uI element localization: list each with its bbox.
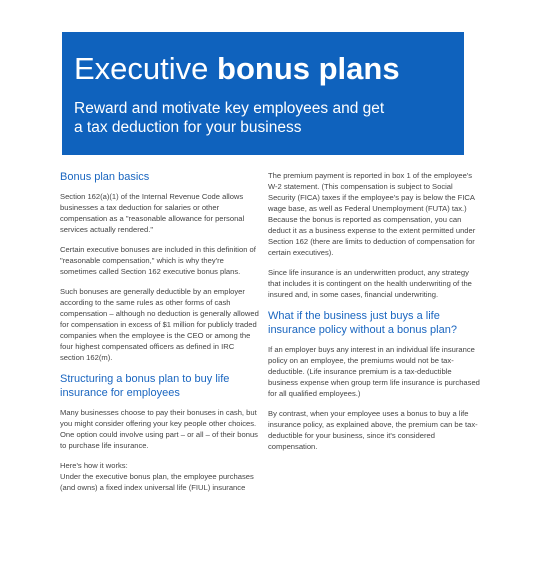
paragraph: Section 162(a)(1) of the Internal Revenue Code allows businesses a tax deduction for salaries or other compensation as a "reasonable allowance for personal services actually rendered." — [60, 192, 245, 234]
paragraph: By contrast, when your employee uses a bonus to buy a life insurance policy, as explained above, the premium can be tax-deductible for your business, since it's considered compensation. — [268, 409, 478, 451]
paragraph: The premium payment is reported in box 1 of the employee's W-2 statement. (This compensation is subject to Social Security (FICA) taxes if the employee's pay is below the FICA wage base, as well as Federal Unemployment (FUTA) tax.) Because the bonus is reported as compensation, you can deduct it as a business expense to the extent permitted under Section 162 (there are limits to deduction of compensation for certain executives). — [268, 171, 476, 257]
paragraph-label: Here's how it works: — [60, 461, 128, 470]
title-bold: bonus plans — [217, 51, 400, 86]
paragraph: Under the executive bonus plan, the employee purchases (and owns) a fixed index universal life (FIUL) insurance — [60, 472, 254, 492]
paragraph: Such bonuses are generally deductible by an employer according to the same rules as other forms of cash compensation – although no deduction is generally allowed for compensation in excess of $1 million for publicly traded companies when the employee is the CEO or among the four highest compensated officers as defined in IRC section 162(m). — [60, 287, 259, 362]
subtitle-line-1: Reward and motivate key employees and get — [74, 100, 385, 117]
section-heading-bonus-plan-basics: Bonus plan basics — [60, 171, 150, 183]
left-column — [60, 170, 260, 502]
paragraph: Many businesses choose to pay their bonuses in cash, but you might consider offering your key people other choices. One option could involve using part – or all – of their bonus to purchase life insurance. — [60, 408, 258, 450]
right-column — [268, 170, 480, 461]
header-banner — [62, 32, 464, 155]
section-heading-business-buys-policy: What if the business just buys a life insurance policy without a bonus plan? — [268, 310, 457, 336]
page-title — [74, 50, 452, 88]
subtitle-line-2: a tax deduction for your business — [74, 119, 302, 136]
page-subtitle — [74, 99, 452, 137]
paragraph: Certain executive bonuses are included in this definition of "reasonable compensation," which is why they're sometimes called Section 162 executive bonus plans. — [60, 245, 256, 276]
paragraph: Since life insurance is an underwritten product, any strategy that includes it is contingent on the health underwriting of the insured and, in some cases, financial underwriting. — [268, 268, 472, 299]
title-light: Executive — [74, 51, 218, 86]
section-heading-structuring-bonus-plan: Structuring a bonus plan to buy life insurance for employees — [60, 373, 230, 399]
paragraph: If an employer buys any interest in an individual life insurance policy on an employee, the premiums would not be tax-deductible. (Life insurance premium is a tax-deductible business expense when group term life insurance is purchased for all qualified employees.) — [268, 345, 480, 398]
